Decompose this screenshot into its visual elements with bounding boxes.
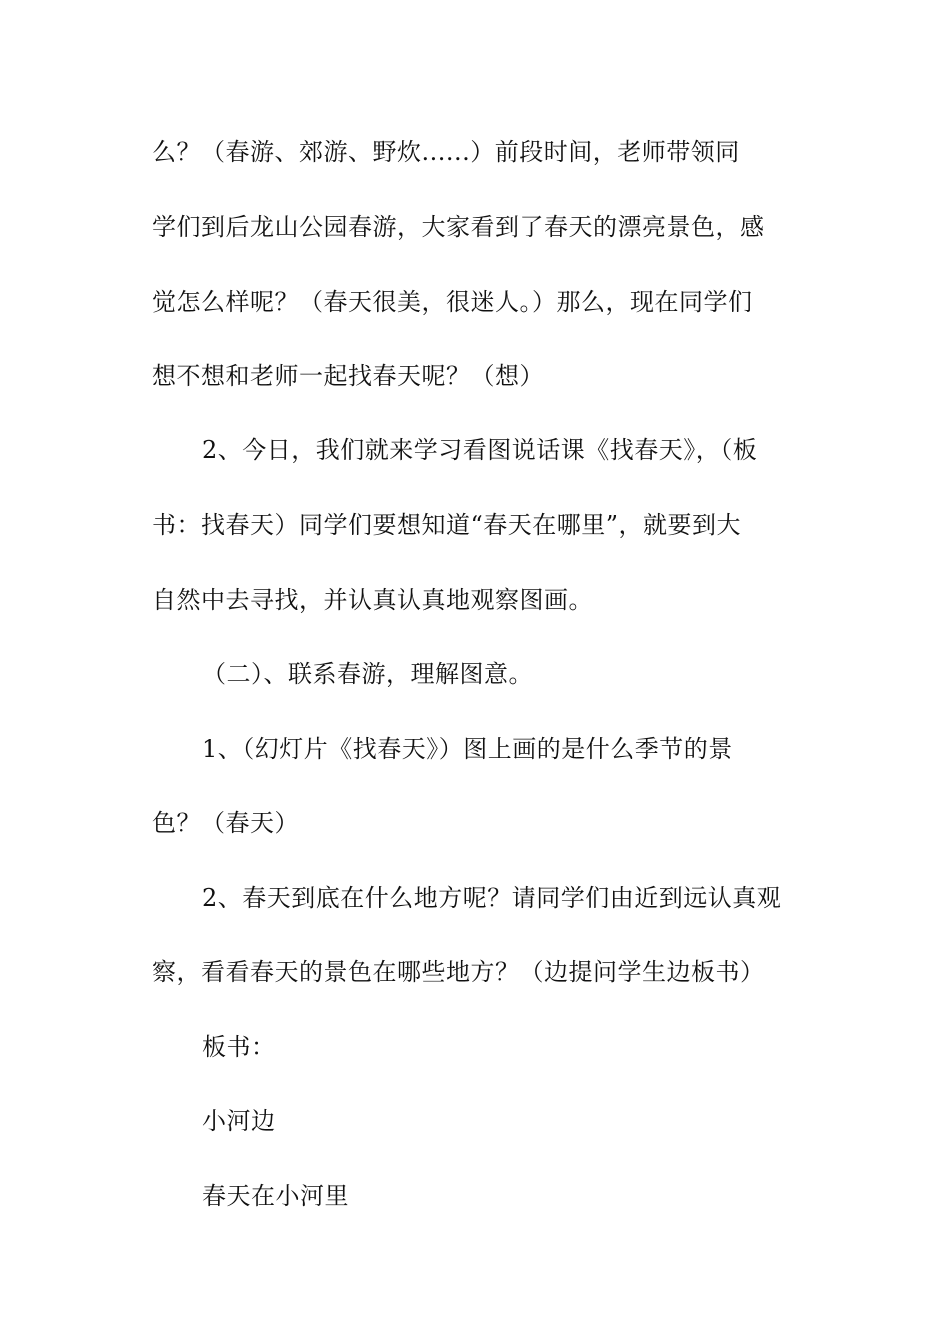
paragraph-line: 1、（幻灯片《找春天》）图上画的是什么季节的景 — [202, 735, 733, 763]
board-item: 春天在小河里 — [202, 1182, 349, 1210]
paragraph-line: 2、春天到底在什么地方呢？请同学们由近到远认真观 — [202, 884, 782, 912]
paragraph-line: 觉怎么样呢？（春天很美，很迷人。）那么，现在同学们 — [152, 288, 753, 316]
paragraph-line: 色？（春天） — [152, 809, 299, 837]
paragraph-line: 想不想和老师一起找春天呢？（想） — [152, 362, 544, 390]
paragraph-line: 么？（春游、郊游、野炊......）前段时间，老师带领同 — [152, 138, 740, 166]
section-heading: （二）、联系春游，理解图意。 — [202, 660, 533, 688]
paragraph-line: 书：找春天）同学们要想知道“春天在哪里”，就要到大 — [152, 511, 742, 539]
paragraph-line: 2、今日，我们就来学习看图说话课《找春天》，（板 — [202, 436, 758, 464]
board-label: 板书： — [202, 1033, 276, 1061]
paragraph-line: 察，看看春天的景色在哪些地方？（边提问学生边板书） — [152, 958, 765, 986]
paragraph-line: 自然中去寻找，并认真认真地观察图画。 — [152, 586, 593, 614]
paragraph-line: 学们到后龙山公园春游，大家看到了春天的漂亮景色，感 — [152, 213, 765, 241]
board-item: 小河边 — [202, 1107, 276, 1135]
